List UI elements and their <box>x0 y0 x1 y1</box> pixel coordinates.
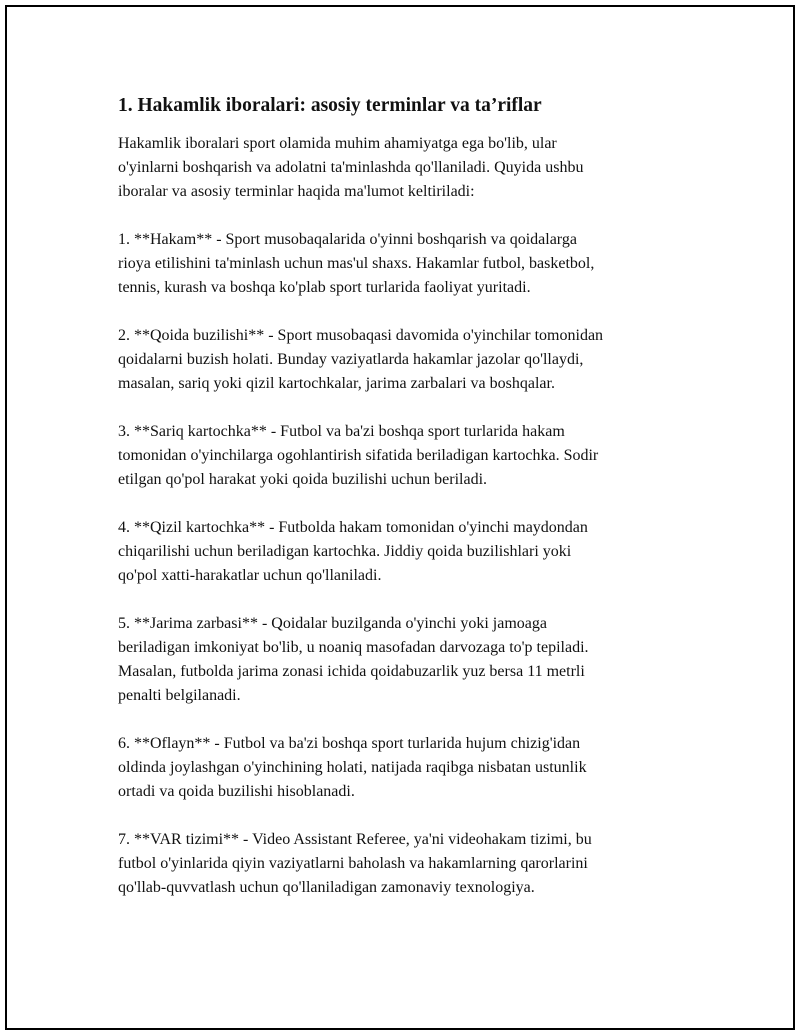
text-line: tennis, kurash va boshqa ko'plab sport turlarida faoliyat yuritadi. <box>118 279 531 296</box>
text-line: Masalan, futbolda jarima zonasi ichida qoidabuzarlik yuz bersa 11 metrli <box>118 663 585 680</box>
term-definition-paragraph <box>118 732 698 804</box>
text-line: 7. **VAR tizimi** - Video Assistant Referee, ya'ni videohakam tizimi, bu <box>118 831 592 848</box>
text-line: penalti belgilanadi. <box>118 687 241 704</box>
term-definition-paragraph <box>118 228 698 300</box>
section-title: 1. Hakamlik iboralari: asosiy terminlar va ta’riflar <box>118 95 542 116</box>
text-line: tomonidan o'yinchilarga ogohlantirish sifatida beriladigan kartochka. Sodir <box>118 447 599 464</box>
text-line: rioya etilishini ta'minlash uchun mas'ul shaxs. Hakamlar futbol, basketbol, <box>118 255 595 272</box>
term-definition-paragraph <box>118 516 698 588</box>
text-line: o'yinlarni boshqarish va adolatni ta'minlashda qo'llaniladi. Quyida ushbu <box>118 159 584 176</box>
text-line: 3. **Sariq kartochka** - Futbol va ba'zi boshqa sport turlarida hakam <box>118 423 565 440</box>
text-line: beriladigan imkoniyat bo'lib, u noaniq masofadan darvozaga to'p tepiladi. <box>118 639 589 656</box>
paragraph-list <box>118 132 698 900</box>
text-line: ortadi va qoida buzilishi hisoblanadi. <box>118 783 355 800</box>
text-line: etilgan qo'pol harakat yoki qoida buzilishi uchun beriladi. <box>118 471 488 488</box>
text-line: masalan, sariq yoki qizil kartochkalar, jarima zarbalari va boshqalar. <box>118 375 555 392</box>
text-line: 2. **Qoida buzilishi** - Sport musobaqasi davomida o'yinchilar tomonidan <box>118 327 604 344</box>
text-line: 6. **Oflayn** - Futbol va ba'zi boshqa sport turlarida hujum chizig'idan <box>118 735 581 752</box>
term-definition-paragraph <box>118 420 698 492</box>
text-line: iboralar va asosiy terminlar haqida ma'lumot keltiriladi: <box>118 183 475 200</box>
text-line: 1. **Hakam** - Sport musobaqalarida o'yinni boshqarish va qoidalarga <box>118 231 577 248</box>
text-line: futbol o'yinlarida qiyin vaziyatlarni baholash va hakamlarning qarorlarini <box>118 855 588 872</box>
text-line: oldinda joylashgan o'yinchining holati, natijada raqibga nisbatan ustunlik <box>118 759 587 776</box>
term-definition-paragraph <box>118 612 698 708</box>
text-line: qoidalarni buzish holati. Bunday vaziyatlarda hakamlar jazolar qo'llaydi, <box>118 351 584 368</box>
text-line: chiqarilishi uchun beriladigan kartochka. Jiddiy qoida buzilishlari yoki <box>118 543 572 560</box>
term-definition-paragraph <box>118 828 698 900</box>
text-line: qo'llab-quvvatlash uchun qo'llaniladigan zamonaviy texnologiya. <box>118 879 535 896</box>
text-line: qo'pol xatti-harakatlar uchun qo'llaniladi. <box>118 567 382 584</box>
document-body <box>118 93 698 900</box>
text-line: 5. **Jarima zarbasi** - Qoidalar buzilganda o'yinchi yoki jamoaga <box>118 615 547 632</box>
text-line: 4. **Qizil kartochka** - Futbolda hakam tomonidan o'yinchi maydondan <box>118 519 588 536</box>
text-line: Hakamlik iboralari sport olamida muhim ahamiyatga ega bo'lib, ular <box>118 135 557 152</box>
intro-paragraph <box>118 132 698 204</box>
term-definition-paragraph <box>118 324 698 396</box>
